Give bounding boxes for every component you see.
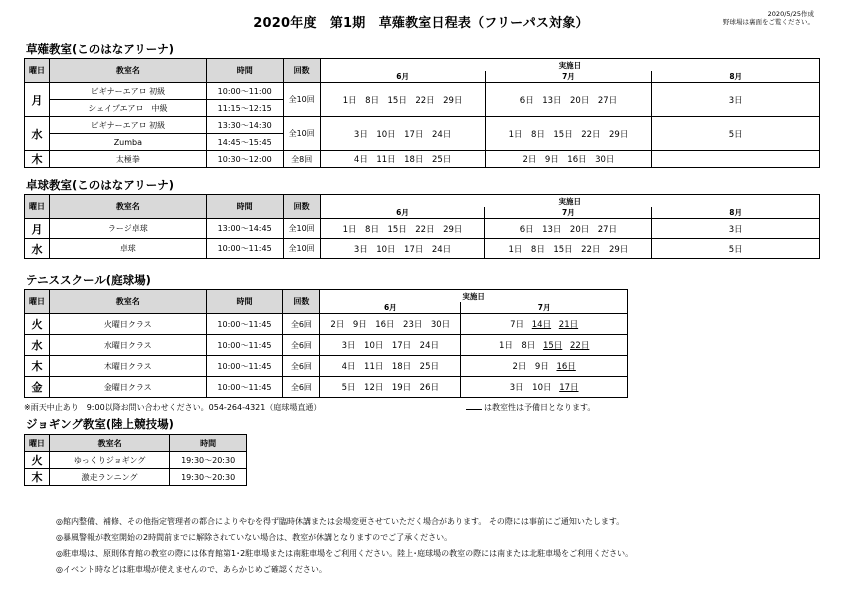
class-count: 全10回: [283, 83, 320, 117]
row-day: 木: [25, 469, 50, 486]
dates-month-1: 3日 10日 17日 24日: [320, 335, 461, 356]
class-name: 卓球: [49, 239, 206, 259]
class-name: ビギナーエアロ 初級: [49, 83, 206, 100]
header-time: 時間: [170, 435, 247, 452]
class-time: 11:15～12:15: [206, 100, 283, 117]
class-name: 水曜日クラス: [49, 335, 206, 356]
section-title-jogging: ジョギング教室(陸上競技場): [26, 417, 174, 431]
underline-legend-mark: [466, 409, 482, 410]
class-time: 10:00～11:45: [206, 356, 283, 377]
reserve-legend-text: は教室性は予備日となります。: [484, 403, 596, 412]
class-name: 太極拳: [49, 151, 206, 168]
dates-month-2: 2日 9日 16日 30日: [485, 151, 652, 168]
class-count: 全6回: [283, 356, 320, 377]
class-count: 全6回: [283, 377, 320, 398]
dates-month-1: 1日 8日 15日 22日 29日: [320, 219, 485, 239]
class-time: 10:00～11:45: [206, 239, 283, 259]
class-time: 13:30～14:30: [206, 117, 283, 134]
class-name: 激走ランニング: [49, 469, 169, 486]
row-day: 月: [25, 83, 50, 117]
reserve-legend: [466, 402, 595, 413]
header-count: 回数: [283, 59, 320, 83]
notice-storm: ◎暴風警報が教室開始の2時間前までに解除されていない場合は、教室が休講となりますのでご了承ください。: [56, 533, 453, 542]
rain-note: ※雨天中止あり 9:00以降お問い合わせください。054-264-4321（庭球場直通）: [24, 403, 322, 412]
dates-month-1: 3日 10日 17日 24日: [320, 239, 485, 259]
header-implementation-days: 実施日: [320, 195, 819, 208]
tennis-schedule-table: [24, 289, 628, 398]
row-day: 火: [25, 314, 50, 335]
dates-month-2: [461, 356, 628, 377]
dates-month-1: 4日 11日 18日 25日: [320, 356, 461, 377]
row-day: 火: [25, 452, 50, 469]
dates-month-1: 2日 9日 16日 23日 30日: [320, 314, 461, 335]
header-day: 曜日: [25, 435, 50, 452]
class-name: 金曜日クラス: [49, 377, 206, 398]
header-month-1: 6月: [320, 71, 485, 83]
class-name: シェイプエアロ 中級: [49, 100, 206, 117]
class-count: 全6回: [283, 314, 320, 335]
created-date: 2020/5/25作成: [767, 10, 814, 18]
regular-dates: 2日 9日: [512, 362, 549, 372]
section-title-kusanagi: 草薙教室(このはなアリーナ): [26, 42, 175, 56]
class-time: 13:00～14:45: [206, 219, 283, 239]
class-name: ゆっくりジョギング: [49, 452, 169, 469]
class-name: ビギナーエアロ 初級: [49, 117, 206, 134]
class-count: 全10回: [283, 117, 320, 151]
row-day: 月: [25, 219, 50, 239]
reserve-date: 17日: [559, 383, 579, 393]
regular-dates: 7日: [510, 320, 525, 330]
row-day: 木: [25, 356, 50, 377]
class-name: 木曜日クラス: [49, 356, 206, 377]
reserve-date: 22日: [570, 341, 590, 351]
dates-month-2: [461, 377, 628, 398]
dates-month-3: 5日: [652, 239, 820, 259]
reserve-date: 14日: [531, 320, 552, 330]
dates-month-3: 3日: [652, 83, 820, 117]
dates-month-2: 1日 8日 15日 22日 29日: [485, 239, 652, 259]
notice-parking: ◎駐車場は、原則体育館の教室の際には体育館第1･2駐車場または南駐車場をご利用ください。陸上･庭球場の教室の際には南または北駐車場をご利用ください。: [56, 549, 634, 558]
dates-month-2: 6日 13日 20日 27日: [485, 83, 652, 117]
header-day: 曜日: [25, 59, 50, 83]
dates-month-1: 5日 12日 19日 26日: [320, 377, 461, 398]
class-name: 火曜日クラス: [49, 314, 206, 335]
row-day: 木: [25, 151, 50, 168]
class-time: 10:30～12:00: [206, 151, 283, 168]
reserve-date: 16日: [556, 362, 576, 372]
dates-month-3: 5日: [652, 117, 820, 151]
baseball-note: 野球場は裏面をご覧ください。: [723, 18, 814, 26]
class-count: 全10回: [283, 219, 320, 239]
class-time: 10:00～11:45: [206, 335, 283, 356]
section-title-tennis: テニススクール(庭球場): [26, 273, 151, 287]
header-implementation-days: 実施日: [320, 59, 819, 72]
reserve-date: 15日: [542, 341, 563, 351]
header-month-2: 7月: [485, 71, 652, 83]
dates-month-2: 1日 8日 15日 22日 29日: [485, 117, 652, 151]
class-time: 10:00～11:45: [206, 377, 283, 398]
dates-month-3: [652, 151, 820, 168]
regular-dates: 1日 8日: [498, 341, 536, 351]
header-day: 曜日: [25, 195, 50, 219]
row-day: 水: [25, 335, 50, 356]
header-month-1: 6月: [320, 207, 485, 219]
class-time: 19:30～20:30: [170, 452, 247, 469]
row-day: 水: [25, 117, 50, 151]
row-day: 水: [25, 239, 50, 259]
header-time: 時間: [206, 290, 283, 314]
page-title: 2020年度 第1期 草薙教室日程表（フリーパス対象）: [253, 16, 589, 31]
header-day: 曜日: [25, 290, 50, 314]
header-name: 教室名: [49, 290, 206, 314]
class-count: 全10回: [283, 239, 320, 259]
section-title-pingpong: 卓球教室(このはなアリーナ): [26, 178, 175, 192]
class-time: 10:00～11:00: [206, 83, 283, 100]
class-time: 10:00～11:45: [206, 314, 283, 335]
jogging-schedule-table: [24, 434, 247, 486]
header-month-1: 6月: [320, 302, 461, 314]
header-count: 回数: [283, 290, 320, 314]
header-month-2: 7月: [461, 302, 628, 314]
row-day: 金: [25, 377, 50, 398]
header-note: [723, 10, 814, 26]
header-name: 教室名: [49, 435, 169, 452]
header-month-3: 8月: [652, 71, 820, 83]
dates-month-2: [461, 335, 628, 356]
header-month-2: 7月: [485, 207, 652, 219]
reserve-date: 21日: [558, 320, 579, 330]
class-time: 14:45～15:45: [206, 134, 283, 151]
kusanagi-schedule-table: [24, 58, 820, 168]
dates-month-3: 3日: [652, 219, 820, 239]
header-time: 時間: [206, 59, 283, 83]
notice-events: ◎イベント時などは駐車場が使えませんので、あらかじめご確認ください。: [56, 565, 327, 574]
regular-dates: 3日 10日: [509, 383, 552, 393]
dates-month-1: 3日 10日 17日 24日: [320, 117, 485, 151]
header-implementation-days: 実施日: [320, 290, 628, 303]
header-month-3: 8月: [652, 207, 820, 219]
class-time: 19:30～20:30: [170, 469, 247, 486]
class-count: 全8回: [283, 151, 320, 168]
header-name: 教室名: [49, 59, 206, 83]
dates-month-1: 1日 8日 15日 22日 29日: [320, 83, 485, 117]
header-count: 回数: [283, 195, 320, 219]
class-name: Zumba: [49, 134, 206, 151]
dates-month-2: 6日 13日 20日 27日: [485, 219, 652, 239]
class-name: ラージ卓球: [49, 219, 206, 239]
header-name: 教室名: [49, 195, 206, 219]
dates-month-2: [461, 314, 628, 335]
header-time: 時間: [206, 195, 283, 219]
dates-month-1: 4日 11日 18日 25日: [320, 151, 485, 168]
notice-maintenance: ◎館内整備、補修、その他指定管理者の都合によりやむを得ず臨時休講または会場変更させていただく場合があります。 その際には事前にご通知いたします。: [56, 517, 625, 526]
class-count: 全6回: [283, 335, 320, 356]
pingpong-schedule-table: [24, 194, 820, 259]
